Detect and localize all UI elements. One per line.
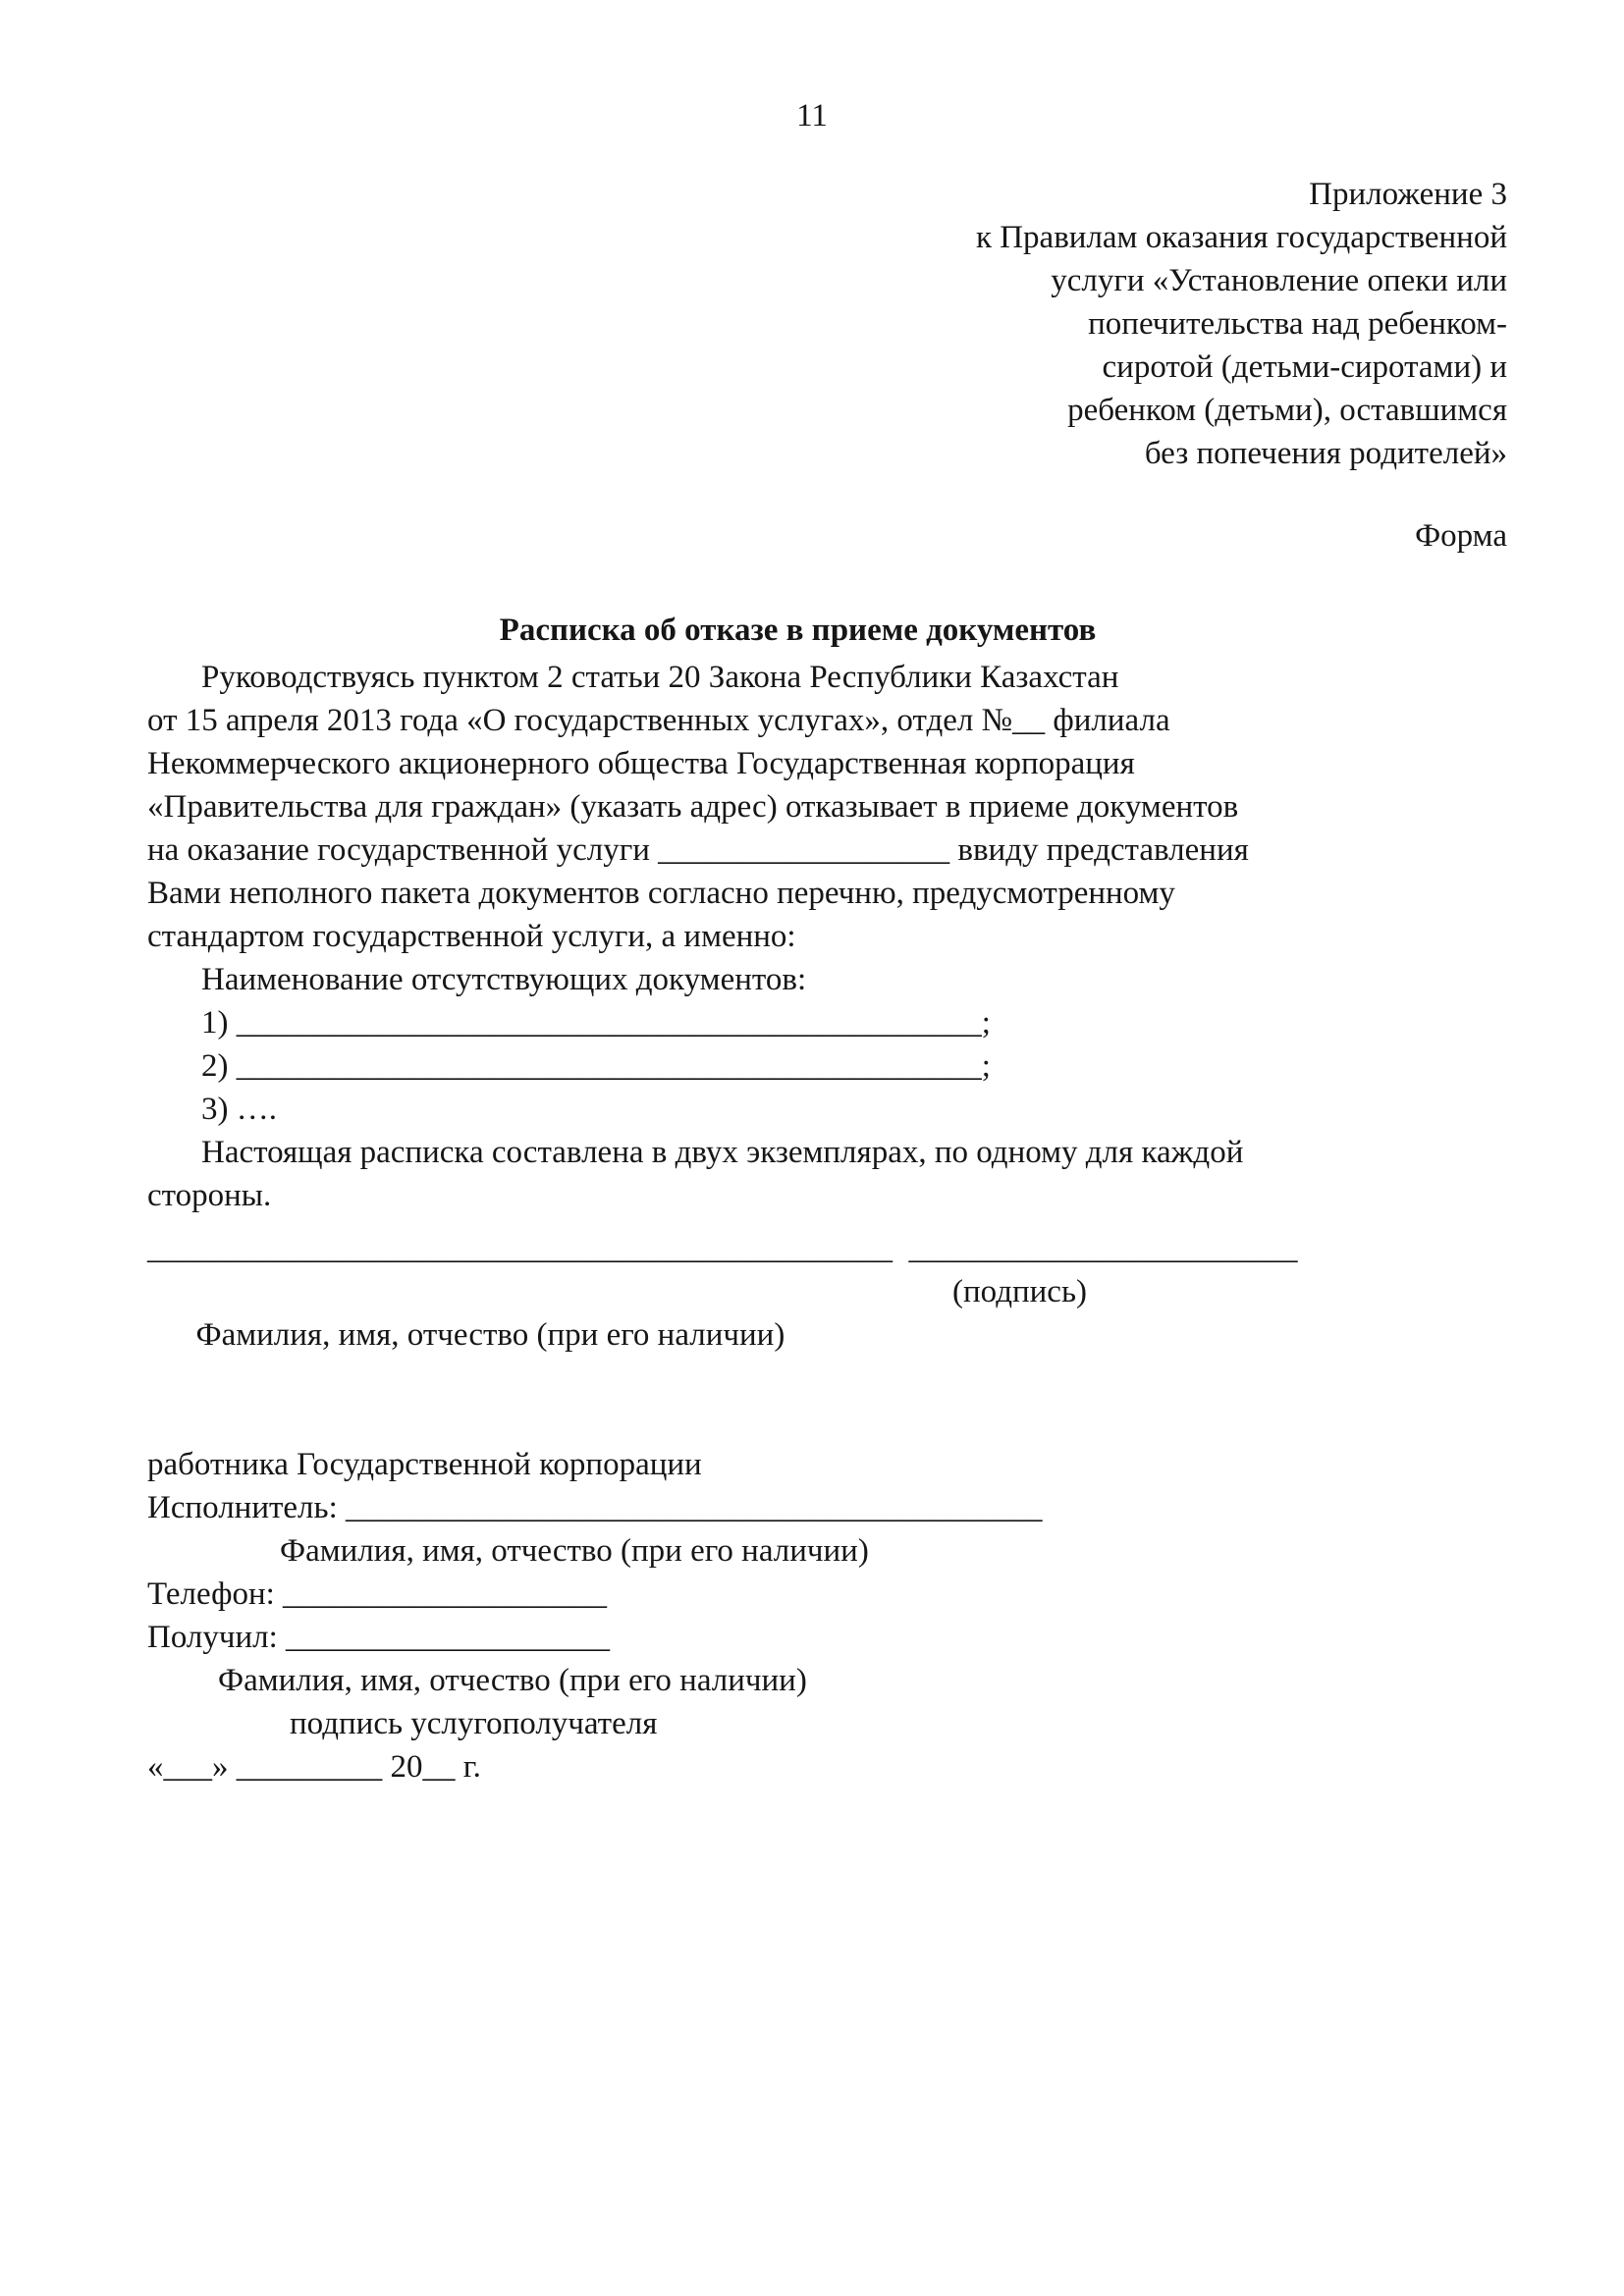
- podpis-caption: (подпись): [952, 1274, 1087, 1309]
- page-number: 11: [796, 98, 828, 133]
- document-title: Расписка об отказе в приеме документов: [499, 613, 1097, 648]
- executor-line: Исполнитель: ___________________________________________: [147, 1490, 1043, 1525]
- worker-caption: работника Государственной корпорации: [147, 1447, 702, 1482]
- signature-caption-row: [147, 1270, 1522, 1443]
- recipient-sign-caption: подпись услугополучателя: [290, 1706, 658, 1741]
- appendix-block: [147, 173, 1507, 475]
- body-line: «Правительства для граждан» (указать адрес) отказывает в приеме документов: [147, 789, 1239, 825]
- signature-block: [147, 1227, 1522, 1789]
- appendix-line: без попечения родителей»: [1144, 436, 1507, 471]
- received-fio-caption: Фамилия, имя, отчество (при его наличии): [218, 1663, 807, 1698]
- signature-rule-line: ______________________________________________ ________________________: [147, 1231, 1298, 1266]
- body-line: стороны.: [147, 1178, 272, 1213]
- body-line: Руководствуясь пунктом 2 статьи 20 Закона Республики Казахстан: [201, 660, 1119, 695]
- body-line: Некоммерческого акционерного общества Государственная корпорация: [147, 746, 1135, 781]
- appendix-line: услуги «Установление опеки или: [1051, 263, 1507, 298]
- body-line: Вами неполного пакета документов согласно перечню, предусмотренному: [147, 876, 1175, 911]
- appendix-line: к Правилам оказания государственной: [975, 220, 1507, 255]
- executor-fio-caption: Фамилия, имя, отчество (при его наличии): [280, 1533, 869, 1569]
- body-line: Настоящая расписка составлена в двух экземплярах, по одному для каждой: [201, 1135, 1244, 1170]
- appendix-line: сиротой (детьми-сиротами) и: [1102, 349, 1507, 385]
- body-line: от 15 апреля 2013 года «О государственных услугах», отдел №__ филиала: [147, 703, 1170, 738]
- missing-doc-item-3: 3) ….: [201, 1092, 277, 1127]
- phone-line: Телефон: ____________________: [147, 1576, 608, 1612]
- missing-docs-heading: Наименование отсутствующих документов:: [201, 962, 807, 997]
- missing-doc-item-2: 2) ______________________________________________;: [201, 1048, 991, 1084]
- form-label: Форма: [1415, 518, 1507, 554]
- body-paragraph: [147, 656, 1522, 1217]
- body-line: стандартом государственной услуги, а именно:: [147, 919, 796, 954]
- appendix-line: попечительства над ребенком-: [1088, 306, 1507, 342]
- date-line: «___» _________ 20__ г.: [147, 1749, 481, 1785]
- missing-doc-item-1: 1) ______________________________________________;: [201, 1005, 991, 1041]
- received-line: Получил: ____________________: [147, 1620, 611, 1655]
- fio-caption: Фамилия, имя, отчество (при его наличии): [195, 1317, 785, 1353]
- appendix-line: Приложение 3: [1309, 177, 1507, 212]
- appendix-line: ребенком (детьми), оставшимся: [1067, 393, 1507, 428]
- body-line: на оказание государственной услуги __________________ ввиду представления: [147, 832, 1249, 868]
